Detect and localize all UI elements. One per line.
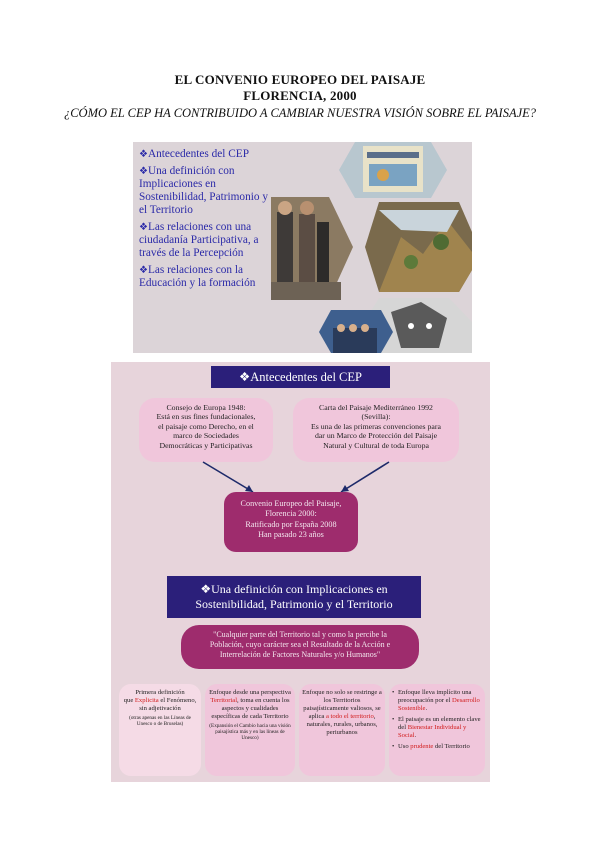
title-line-1: EL CONVENIO EUROPEO DEL PAISAJE [174,72,426,87]
box-desarrollo-sostenible [389,684,485,776]
photo-collage [271,142,472,353]
index-item: ❖Una definición con Implicaciones en Sostenibilidad, Patrimonio y el Territorio [139,165,268,216]
box-todo-territorio: Enfoque no solo se restringe a los Territorios paisajísticamente valiosos, se aplica a todo el territorio, naturales, rurales, urbanos, periurbanos [299,684,385,776]
list-item: • El paisaje es un elemento clave del Bienestar Individual y Social. [392,716,482,740]
subtitle: ¿CÓMO EL CEP HA CONTRIBUIDO A CAMBIAR NUESTRA VISIÓN SOBRE EL PAISAJE? [63,106,537,120]
slide-antecedentes [111,362,490,782]
slide-index [133,142,472,353]
section-title-antecedentes: ❖Antecedentes del CEP [211,366,390,388]
index-item: ❖Las relaciones con una ciudadanía Participativa, a través de la Percepción [139,221,259,259]
index-list [139,148,269,294]
box-carta-paisaje: Carta del Paisaje Mediterráneo 1992 (Sevilla): Es una de las primeras convenciones para dar un Marco de Protección del Paisaje Natural y Cultural de toda Europa [293,398,459,462]
box-convenio-florencia: Convenio Europeo del Paisaje, Florencia 2000: Ratificado por España 2008 Han pasado 23 años [224,492,358,552]
box-enfoque-territorial: Enfoque desde una perspectiva Territorial, toma en cuenta los aspectos y cualidades específicas de cada Territorio (Expansión el Cambio hacia una visión paisajística más y en las líneas de Unesco) [205,684,295,776]
index-item: ❖Las relaciones con la Educación y la formación [139,264,256,289]
definition-quote: "Cualquier parte del Territorio tal y como la percibe la Población, cuyo carácter sea el Resultado de la Acción e Interrelación de Factores Naturales y/o Humanos" [181,625,419,669]
box-primera-definicion: Primera definición que Explicita el Fenómeno, sin adjetivación (otras apenas en las Líneas de Unesco o de Bruselas) [119,684,201,776]
sostenibilidad-list [392,689,482,751]
title-line-2: FLORENCIA, 2000 [243,88,357,103]
list-item: • Enfoque lleva implícito una preocupación por el Desarrollo Sostenible. [392,689,482,713]
index-item: ❖Antecedentes del CEP [139,148,249,160]
list-item: • Uso prudente del Territorio [392,743,482,751]
document-header [60,72,540,121]
section-title-definicion: ❖Una definición con Implicaciones en Sostenibilidad, Patrimonio y el Territorio [167,576,421,618]
box-consejo-europa: Consejo de Europa 1948: Está en sus fines fundacionales, el paisaje como Derecho, en el marco de Sociedades Democráticas y Participativas [139,398,273,462]
